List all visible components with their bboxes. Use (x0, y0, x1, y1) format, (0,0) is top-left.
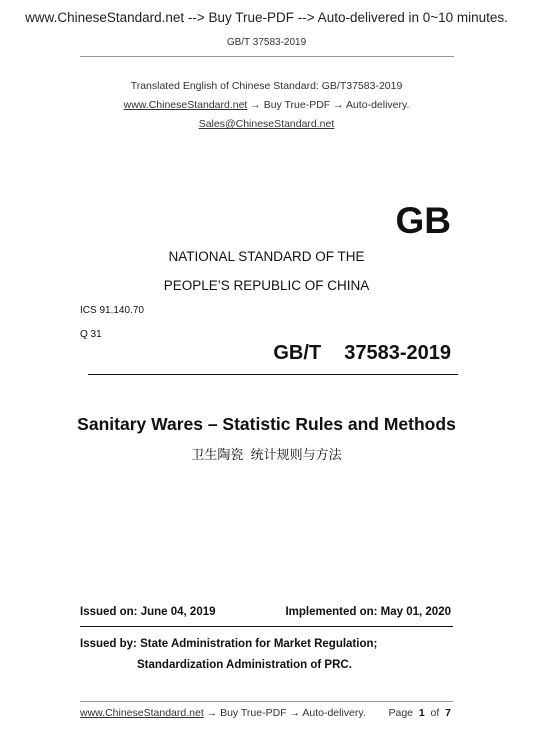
top-banner: www.ChineseStandard.net --> Buy True-PDF --> Auto-delivered in 0~10 minutes. (25, 10, 508, 25)
of-label: of (430, 707, 440, 719)
page-current: 1 (418, 707, 425, 719)
footer-site-link[interactable]: www.ChineseStandard.net (80, 707, 204, 719)
document-title-english: Sanitary Wares – Statistic Rules and Methods (77, 414, 456, 434)
ccs-code: Q 31 (80, 329, 102, 340)
page-total: 7 (445, 707, 451, 719)
page-indicator (388, 707, 451, 719)
footer-divider (80, 701, 453, 702)
ics-code: ICS 91.140.70 (80, 305, 144, 316)
title-divider (88, 374, 458, 375)
translation-buy-line (0, 99, 533, 111)
header-divider (80, 56, 454, 57)
issued-by-line2: Standardization Administration of PRC. (137, 659, 352, 671)
issued-date: Issued on: June 04, 2019 (80, 606, 216, 618)
document-title-chinese: 卫生陶瓷 统计规则与方法 (191, 447, 342, 462)
email-line (0, 118, 533, 130)
site-link[interactable]: www.ChineseStandard.net (123, 99, 248, 111)
national-standard-line1: NATIONAL STANDARD OF THE (168, 249, 365, 264)
footer-buy-line (80, 707, 366, 719)
page-label: Page (388, 707, 414, 719)
header-doc-number: GB/T 37583-2019 (226, 37, 307, 48)
issued-by-line1: Issued by: State Administration for Market Regulation; (80, 638, 378, 650)
implemented-date: Implemented on: May 01, 2020 (285, 606, 451, 618)
translation-note: Translated English of Chinese Standard: GB/T37583-2019 (130, 80, 403, 92)
email-link[interactable]: Sales@ChineseStandard.net (198, 118, 335, 130)
buy-instructions: → Buy True-PDF → Auto-delivery. (247, 99, 410, 111)
footer-buy-instructions: → Buy True-PDF → Auto-delivery. (203, 707, 366, 719)
gb-mark: GB (395, 200, 451, 241)
dates-divider (80, 626, 453, 627)
national-standard-line2: PEOPLE’S REPUBLIC OF CHINA (163, 278, 370, 293)
standard-number: GB/T 37583-2019 (273, 342, 451, 364)
